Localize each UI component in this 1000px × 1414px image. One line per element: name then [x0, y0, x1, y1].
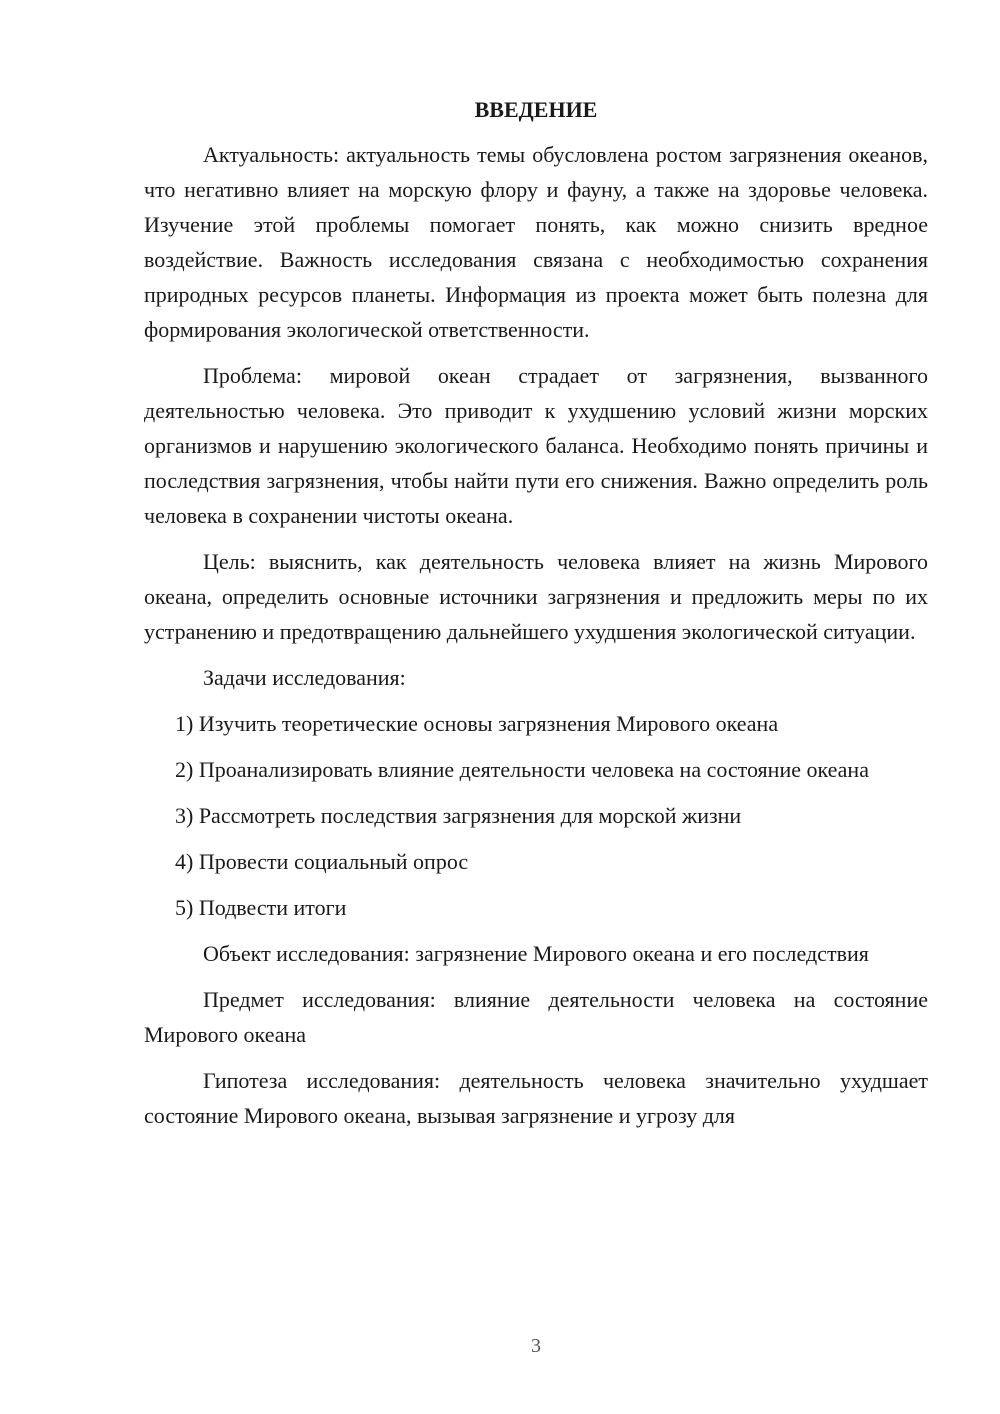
task-item-5: 5) Подвести итоги	[175, 895, 347, 920]
task-item-4: 4) Провести социальный опрос	[175, 849, 469, 874]
subject-paragraph: Предмет исследования: влияние деятельности человека на состояние Мирового океана	[144, 987, 928, 1047]
problem-paragraph: Проблема: мировой океан страдает от загрязнения, вызванного деятельностью человека. Это приводит к ухудшению условий жизни морских организмов и нарушению экологического баланса. Необходимо понять причины и последствия загрязнения, чтобы найти пути его снижения. Важно определить роль человека в сохранении чистоты океана.	[144, 363, 928, 528]
object-paragraph: Объект исследования: загрязнение Мирового океана и его последствия	[203, 941, 869, 966]
task-item-1: 1) Изучить теоретические основы загрязнения Мирового океана	[175, 711, 779, 736]
task-item-3: 3) Рассмотреть последствия загрязнения для морской жизни	[175, 803, 742, 828]
document-page	[144, 92, 928, 1133]
tasks-title: Задачи исследования:	[203, 665, 406, 690]
goal-paragraph: Цель: выяснить, как деятельность человека влияет на жизнь Мирового океана, определить основные источники загрязнения и предложить меры по их устранению и предотвращению дальнейшего ухудшения экологической ситуации.	[144, 549, 928, 644]
task-item-2: 2) Проанализировать влияние деятельности человека на состояние океана	[175, 757, 869, 782]
page-title: ВВЕДЕНИЕ	[474, 97, 598, 122]
hypothesis-paragraph: Гипотеза исследования: деятельность человека значительно ухудшает состояние Мирового океана, вызывая загрязнение и угрозу для	[144, 1068, 928, 1128]
relevance-paragraph: Актуальность: актуальность темы обусловлена ростом загрязнения океанов, что негативно влияет на морскую флору и фауну, а также на здоровье человека. Изучение этой проблемы помогает понять, как можно снизить вредное воздействие. Важность исследования связана с необходимостью сохранения природных ресурсов планеты. Информация из проекта может быть полезна для формирования экологической ответственности.	[144, 142, 928, 342]
page-number: 3	[531, 1335, 541, 1357]
